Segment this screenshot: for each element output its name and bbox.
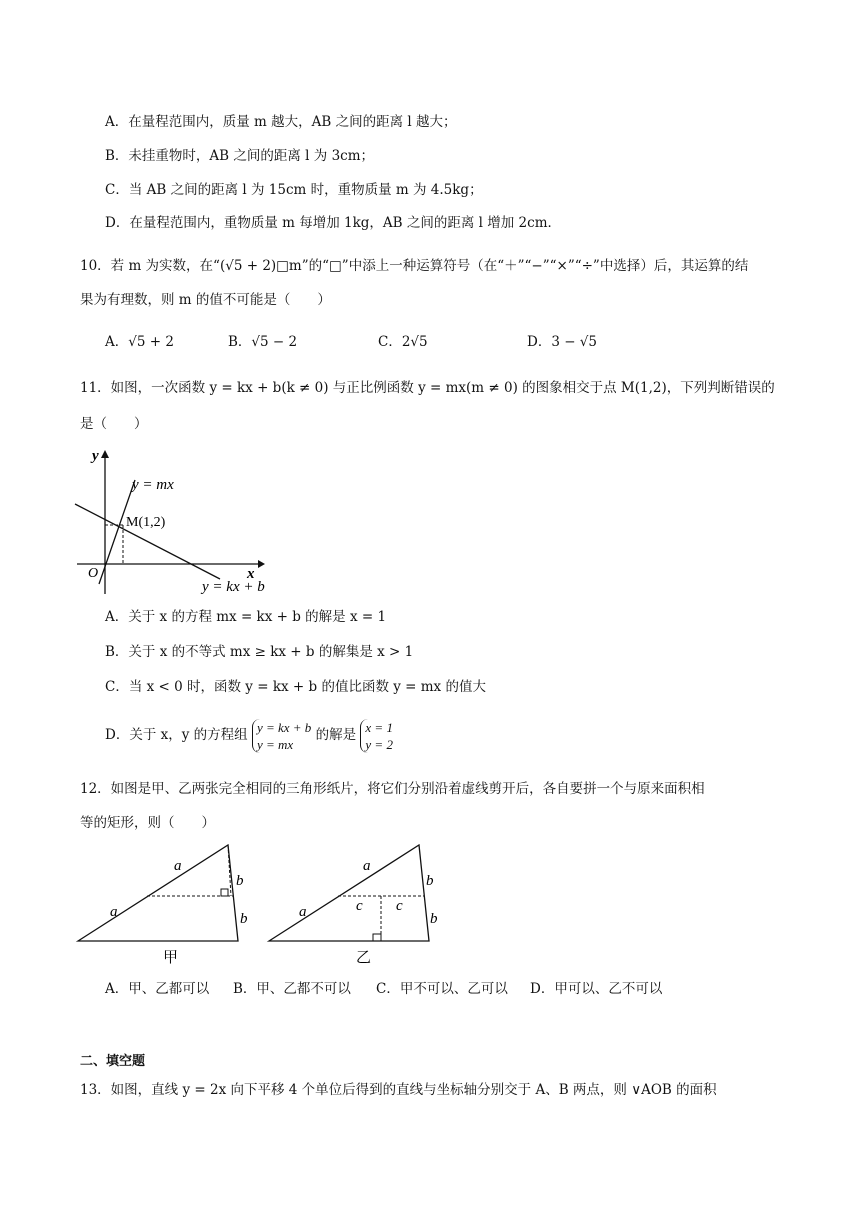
q10-stem-line2: 果为有理数，则 m 的值不可能是（ ） [80,292,331,308]
line-kxb-label: y = kx + b [202,579,265,595]
q11-stem-line1: 11．如图，一次函数 y = kx + b(k ≠ 0) 与正比例函数 y = mx(m ≠ 0) 的图象相交于点 M(1,2)，下列判断错误的 [80,380,775,396]
q11-option-d [105,715,393,755]
triangle-jia [78,845,238,941]
q9-option-b: B．未挂重物时，AB 之间的距离 l 为 3cm； [105,148,375,164]
q11-option-c: C．当 x < 0 时，函数 y = kx + b 的值比函数 y = mx 的值大 [105,679,486,695]
x-axis-label: x [247,566,255,582]
system-eq1: y = kx + b [256,719,312,735]
x-axis-arrow [258,560,265,568]
caption-jia: 甲 [163,950,179,966]
q12-option-d: D．甲可以、乙不可以 [530,981,663,997]
q11-graph-figure [72,444,287,596]
q12-option-c: C．甲不可以、乙可以 [376,981,508,997]
q12-stem-line1: 12．如图是甲、乙两张完全相同的三角形纸片，将它们分别沿着虚线剪开后，各自要拼一个与原来面积相 [80,781,705,797]
q11-option-d-label: D．关于 x，y 的方程组 [105,727,248,743]
q10-stem-line1: 10．若 m 为实数，在“(√5 + 2)□m”的“□”中添上一种运算符号（在“＋”“−”“×”“÷”中选择）后，其运算的结 [80,258,749,274]
solution-x: x = 1 [365,719,393,735]
jia-right-angle-mark [221,889,228,896]
q11-option-d-mid: 的解是 [315,727,357,743]
point-m-label: M(1,2) [126,515,166,530]
triangle-yi [269,845,429,941]
yi-label-b-upper: b [426,873,434,889]
q10-option-a: A．√5 + 2 [105,334,174,350]
q9-option-c: C．当 AB 之间的距离 l 为 15cm 时，重物质量 m 为 4.5kg； [105,182,483,198]
section-title-fill-blank: 二、填空题 [80,1054,146,1069]
q10-option-b: B．√5 − 2 [228,334,298,350]
q10-option-d: D．3 − √5 [527,334,597,350]
yi-right-angle-mark [373,934,381,941]
q11-option-d-solution [360,719,393,753]
y-axis-label: y [92,448,99,464]
y-axis-arrow [101,450,109,458]
jia-label-a-upper: a [174,858,182,874]
q9-option-d: D．在量程范围内，重物质量 m 每增加 1kg，AB 之间的距离 l 增加 2cm． [105,215,562,231]
jia-label-b-lower: b [240,911,248,927]
line-mx-label: y = mx [132,477,174,493]
q11-option-b: B．关于 x 的不等式 mx ≥ kx + b 的解集是 x > 1 [105,644,414,660]
yi-label-a-lower: a [299,904,307,920]
jia-label-a-lower: a [110,904,118,920]
q9-option-a: A．在量程范围内，质量 m 越大，AB 之间的距离 l 越大； [105,114,457,130]
system-eq2: y = mx [256,736,294,752]
jia-label-b-upper: b [236,873,244,889]
q11-option-a: A．关于 x 的方程 mx = kx + b 的解是 x = 1 [105,609,387,625]
q12-option-b: B．甲、乙都不可以 [233,981,351,997]
origin-label: O [88,566,99,581]
q12-triangles-figure [70,838,450,968]
yi-label-a-upper: a [363,858,371,874]
q11-option-d-system [252,719,311,753]
q12-option-a: A．甲、乙都可以 [105,981,210,997]
q12-stem-line2: 等的矩形，则（ ） [80,815,215,831]
yi-label-b-lower: b [430,911,438,927]
q13-stem-line1: 13．如图，直线 y = 2x 向下平移 4 个单位后得到的直线与坐标轴分别交于 A、B 两点，则 ∨AOB 的面积 [80,1082,717,1098]
yi-label-c-right: c [396,898,403,914]
solution-y: y = 2 [365,736,393,752]
yi-label-c-left: c [356,898,363,914]
q10-option-c: C．2√5 [378,334,428,350]
q11-stem-line2: 是（ ） [80,416,148,432]
caption-yi: 乙 [356,950,372,966]
